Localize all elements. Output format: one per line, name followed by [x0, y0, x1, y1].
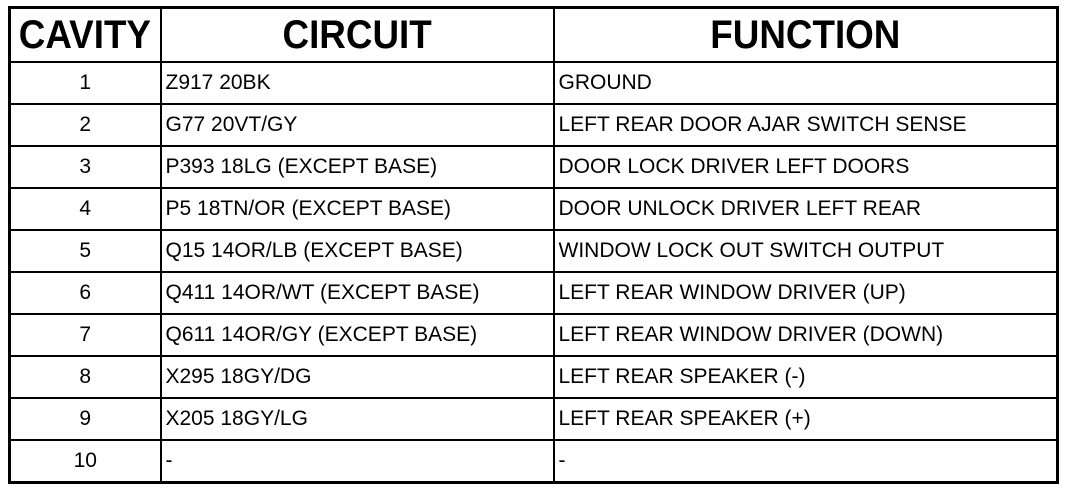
circuit-cell: Q611 14OR/GY (EXCEPT BASE) [161, 314, 554, 356]
function-cell: DOOR LOCK DRIVER LEFT DOORS [554, 146, 1058, 188]
function-cell: DOOR UNLOCK DRIVER LEFT REAR [554, 188, 1058, 230]
header-row [10, 8, 1058, 63]
function-cell: - [554, 440, 1058, 483]
circuit-cell: X295 18GY/DG [161, 356, 554, 398]
function-cell: LEFT REAR WINDOW DRIVER (DOWN) [554, 314, 1058, 356]
table-row [10, 356, 1058, 398]
table-row [10, 104, 1058, 146]
circuit-cell: Q411 14OR/WT (EXCEPT BASE) [161, 272, 554, 314]
cavity-cell: 10 [10, 440, 161, 483]
circuit-cell: X205 18GY/LG [161, 398, 554, 440]
circuit-cell: Z917 20BK [161, 62, 554, 104]
cavity-cell: 8 [10, 356, 161, 398]
function-cell: WINDOW LOCK OUT SWITCH OUTPUT [554, 230, 1058, 272]
table-row [10, 62, 1058, 104]
table-row [10, 188, 1058, 230]
table-row [10, 272, 1058, 314]
cavity-cell: 6 [10, 272, 161, 314]
connector-pinout-table [8, 6, 1059, 484]
function-cell: LEFT REAR SPEAKER (-) [554, 356, 1058, 398]
cavity-cell: 5 [10, 230, 161, 272]
table-row [10, 314, 1058, 356]
circuit-cell: P5 18TN/OR (EXCEPT BASE) [161, 188, 554, 230]
table-body [10, 62, 1058, 483]
header-function: FUNCTION [554, 8, 1058, 63]
cavity-cell: 3 [10, 146, 161, 188]
table-row [10, 398, 1058, 440]
header-circuit: CIRCUIT [161, 8, 554, 63]
cavity-cell: 9 [10, 398, 161, 440]
circuit-cell: P393 18LG (EXCEPT BASE) [161, 146, 554, 188]
function-cell: LEFT REAR SPEAKER (+) [554, 398, 1058, 440]
cavity-cell: 7 [10, 314, 161, 356]
circuit-cell: - [161, 440, 554, 483]
cavity-cell: 1 [10, 62, 161, 104]
function-cell: GROUND [554, 62, 1058, 104]
header-cavity: CAVITY [10, 8, 161, 63]
circuit-cell: Q15 14OR/LB (EXCEPT BASE) [161, 230, 554, 272]
circuit-cell: G77 20VT/GY [161, 104, 554, 146]
cavity-cell: 4 [10, 188, 161, 230]
function-cell: LEFT REAR DOOR AJAR SWITCH SENSE [554, 104, 1058, 146]
function-cell: LEFT REAR WINDOW DRIVER (UP) [554, 272, 1058, 314]
table-row [10, 230, 1058, 272]
table-row [10, 146, 1058, 188]
cavity-cell: 2 [10, 104, 161, 146]
table-row [10, 440, 1058, 483]
